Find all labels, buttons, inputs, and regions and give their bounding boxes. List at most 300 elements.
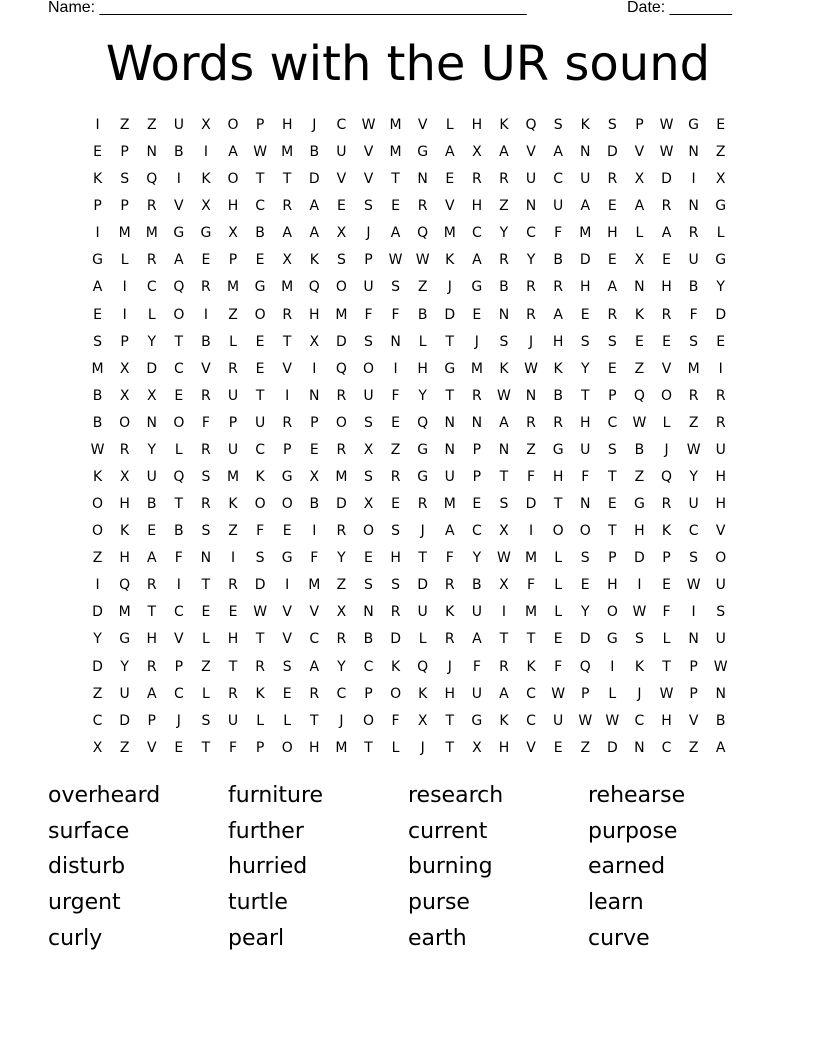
worksheet-header: [48, 0, 748, 20]
grid-letter: R: [146, 252, 157, 269]
grid-letter: F: [472, 658, 481, 675]
grid-letter: H: [471, 198, 483, 215]
grid-letter: I: [95, 577, 100, 594]
grid-letter: N: [525, 387, 537, 404]
grid-letter: X: [336, 604, 347, 621]
grid-letter: X: [363, 441, 374, 458]
grid-letter: U: [471, 685, 482, 702]
grid-letter: H: [417, 360, 428, 377]
grid-letter: N: [309, 387, 320, 404]
grid-letter: E: [364, 550, 373, 567]
grid-letter: X: [309, 333, 320, 350]
grid-letter: R: [688, 225, 699, 242]
grid-letter: M: [145, 225, 158, 242]
grid-letter: B: [92, 414, 103, 431]
grid-letter: E: [93, 144, 102, 161]
grid-letter: G: [92, 252, 103, 269]
grid-letter: L: [256, 712, 265, 729]
grid-letter: D: [92, 604, 103, 621]
grid-letter: S: [364, 198, 373, 215]
grid-letter: S: [580, 550, 590, 567]
grid-letter: U: [553, 198, 564, 215]
grid-letter: Y: [120, 658, 129, 675]
grid-letter: G: [688, 117, 700, 133]
grid-letter: V: [661, 360, 672, 377]
grid-letter: C: [255, 441, 265, 458]
grid-letter: Y: [716, 279, 725, 296]
grid-letter: L: [418, 631, 427, 648]
grid-letter: D: [444, 306, 456, 323]
grid-letter: P: [364, 685, 373, 702]
word-list-item: research: [408, 783, 504, 808]
grid-letter: J: [447, 279, 452, 296]
grid-letter: U: [471, 604, 482, 621]
grid-letter: Z: [688, 414, 699, 431]
grid-letter: P: [228, 252, 238, 269]
grid-letter: Q: [335, 360, 347, 377]
grid-letter: M: [443, 496, 456, 513]
grid-letter: T: [526, 631, 536, 648]
grid-letter: S: [607, 333, 617, 350]
grid-letter: N: [417, 171, 428, 188]
grid-letter: B: [146, 496, 157, 513]
grid-letter: G: [254, 279, 266, 296]
grid-letter: R: [336, 387, 347, 404]
grid-letter: A: [444, 523, 455, 540]
grid-letter: S: [391, 577, 401, 594]
grid-letter: R: [228, 577, 238, 594]
grid-letter: O: [227, 171, 239, 188]
grid-letter: C: [471, 225, 482, 242]
grid-letter: K: [634, 306, 645, 323]
grid-letter: G: [200, 225, 212, 242]
grid-letter: O: [552, 523, 564, 540]
grid-letter: C: [336, 685, 347, 702]
grid-letter: E: [662, 577, 671, 594]
grid-letter: E: [445, 171, 455, 188]
grid-letter: K: [120, 523, 130, 540]
grid-letter: T: [255, 387, 265, 404]
grid-letter: V: [526, 144, 536, 161]
grid-letter: B: [417, 306, 428, 323]
grid-letter: I: [122, 306, 127, 323]
grid-letter: N: [579, 144, 591, 161]
grid-letter: R: [146, 658, 157, 675]
grid-letter: G: [173, 225, 185, 242]
grid-letter: V: [336, 171, 347, 188]
grid-letter: B: [255, 225, 265, 242]
grid-letter: P: [608, 387, 617, 404]
grid-letter: S: [716, 604, 726, 621]
grid-letter: E: [716, 333, 726, 350]
grid-letter: C: [526, 712, 536, 729]
word-list-item: burning: [408, 854, 493, 880]
grid-letter: F: [256, 523, 265, 540]
grid-letter: G: [715, 252, 727, 269]
grid-letter: R: [526, 306, 536, 323]
grid-letter: U: [363, 387, 374, 404]
grid-letter: S: [607, 441, 617, 458]
grid-letter: H: [607, 577, 618, 594]
grid-letter: M: [91, 360, 104, 377]
grid-letter: Z: [499, 198, 509, 215]
word-list: [48, 778, 768, 956]
grid-letter: C: [309, 631, 320, 648]
grid-letter: K: [228, 496, 238, 513]
grid-letter: W: [713, 658, 728, 675]
grid-letter: S: [336, 252, 346, 269]
grid-letter: N: [498, 306, 510, 323]
grid-letter: R: [282, 306, 293, 323]
grid-letter: C: [92, 712, 103, 729]
grid-letter: G: [119, 631, 131, 648]
grid-letter: U: [715, 441, 726, 458]
grid-letter: L: [608, 685, 617, 702]
grid-letter: T: [608, 469, 617, 486]
grid-letter: R: [336, 523, 347, 540]
grid-letter: M: [335, 469, 348, 486]
grid-letter: H: [309, 739, 320, 756]
grid-letter: T: [255, 631, 265, 648]
grid-letter: A: [444, 144, 455, 161]
grid-letter: G: [444, 360, 456, 377]
letter-grid: [84, 112, 734, 762]
grid-letter: L: [554, 604, 563, 621]
grid-letter: S: [391, 523, 401, 540]
grid-letter: H: [552, 333, 564, 350]
grid-letter: O: [362, 360, 374, 377]
grid-letter: R: [336, 441, 347, 458]
grid-letter: W: [497, 550, 511, 567]
word-list-item: curve: [588, 925, 650, 951]
grid-letter: E: [391, 414, 400, 431]
grid-letter: D: [146, 360, 158, 377]
grid-letter: H: [119, 496, 130, 513]
grid-letter: T: [445, 387, 455, 404]
grid-letter: C: [471, 523, 482, 540]
grid-letter: M: [443, 225, 456, 242]
grid-letter: O: [362, 523, 374, 540]
grid-letter: O: [92, 523, 104, 540]
grid-letter: K: [526, 658, 536, 675]
grid-letter: N: [200, 550, 212, 567]
grid-letter: M: [525, 604, 538, 621]
grid-letter: C: [255, 198, 265, 215]
grid-letter: H: [444, 685, 456, 702]
grid-letter: D: [606, 144, 618, 161]
grid-letter: N: [715, 685, 726, 702]
grid-letter: E: [607, 360, 617, 377]
grid-letter: R: [553, 279, 563, 296]
grid-letter: M: [308, 577, 321, 594]
grid-letter: S: [580, 333, 590, 350]
grid-letter: N: [688, 198, 699, 215]
grid-letter: N: [634, 739, 645, 756]
grid-letter: R: [228, 685, 238, 702]
grid-letter: D: [661, 171, 672, 188]
grid-letter: T: [580, 387, 590, 404]
grid-letter: P: [689, 685, 698, 702]
grid-letter: G: [281, 469, 293, 486]
grid-letter: G: [471, 279, 483, 296]
grid-letter: A: [472, 631, 482, 648]
grid-letter: U: [119, 685, 130, 702]
grid-letter: O: [579, 523, 591, 540]
grid-letter: R: [526, 279, 536, 296]
grid-letter: P: [228, 414, 238, 431]
grid-letter: H: [309, 306, 320, 323]
grid-letter: F: [554, 658, 563, 675]
grid-letter: E: [255, 252, 265, 269]
grid-letter: B: [499, 279, 509, 296]
grid-letter: F: [364, 306, 373, 323]
grid-letter: Z: [228, 306, 238, 323]
grid-letter: W: [686, 441, 701, 458]
grid-letter: I: [203, 144, 208, 161]
grid-letter: R: [201, 387, 211, 404]
grid-letter: S: [689, 550, 699, 567]
grid-letter: J: [528, 333, 534, 350]
grid-letter: K: [390, 658, 401, 675]
grid-letter: V: [282, 604, 292, 621]
grid-letter: I: [285, 577, 290, 594]
grid-letter: H: [607, 225, 618, 242]
grid-letter: V: [688, 712, 699, 729]
grid-letter: G: [715, 198, 727, 215]
grid-letter: M: [687, 360, 700, 377]
grid-letter: K: [499, 712, 509, 729]
grid-letter: W: [686, 577, 701, 594]
grid-letter: M: [389, 144, 402, 161]
grid-letter: L: [445, 117, 454, 133]
grid-letter: N: [579, 496, 591, 513]
grid-letter: T: [201, 739, 211, 756]
grid-letter: U: [417, 604, 428, 621]
grid-letter: I: [203, 306, 208, 323]
grid-letter: L: [662, 414, 671, 431]
grid-letter: C: [526, 225, 536, 242]
grid-letter: K: [201, 171, 211, 188]
grid-letter: P: [255, 739, 265, 756]
grid-letter: R: [201, 441, 211, 458]
grid-letter: U: [688, 496, 699, 513]
grid-letter: U: [363, 279, 374, 296]
grid-letter: L: [120, 252, 129, 269]
grid-letter: B: [201, 333, 211, 350]
grid-letter: B: [174, 523, 184, 540]
grid-letter: Q: [417, 225, 429, 242]
grid-letter: N: [363, 604, 374, 621]
grid-letter: K: [634, 658, 645, 675]
grid-letter: L: [283, 712, 292, 729]
grid-letter: X: [634, 252, 645, 269]
grid-letter: M: [118, 225, 131, 242]
grid-letter: A: [228, 144, 238, 161]
grid-letter: U: [173, 117, 184, 133]
grid-letter: S: [201, 469, 211, 486]
grid-letter: K: [661, 523, 672, 540]
grid-letter: A: [634, 198, 645, 215]
grid-letter: X: [472, 739, 482, 756]
grid-letter: S: [499, 333, 509, 350]
grid-letter: H: [281, 117, 293, 133]
grid-letter: S: [553, 117, 563, 133]
grid-letter: H: [498, 739, 510, 756]
grid-letter: B: [309, 144, 320, 161]
grid-letter: W: [253, 144, 268, 161]
grid-letter: R: [607, 306, 618, 323]
grid-letter: E: [662, 333, 671, 350]
grid-letter: X: [201, 198, 211, 215]
grid-letter: I: [637, 577, 642, 594]
word-list-item: hurried: [228, 854, 308, 880]
grid-letter: T: [255, 171, 265, 188]
grid-letter: M: [118, 604, 131, 621]
grid-letter: P: [120, 333, 129, 350]
grid-letter: A: [174, 252, 184, 269]
grid-letter: Q: [525, 117, 537, 133]
grid-letter: U: [525, 171, 537, 188]
grid-letter: L: [554, 577, 563, 594]
grid-letter: F: [391, 712, 400, 729]
grid-letter: P: [120, 198, 129, 215]
grid-letter: X: [715, 171, 726, 188]
grid-letter: X: [92, 739, 103, 756]
grid-letter: G: [471, 712, 483, 729]
grid-letter: X: [309, 469, 320, 486]
grid-letter: G: [417, 144, 429, 161]
grid-letter: V: [634, 144, 645, 161]
grid-letter: R: [255, 658, 265, 675]
grid-letter: R: [661, 306, 672, 323]
grid-letter: B: [174, 144, 184, 161]
grid-letter: E: [580, 306, 590, 323]
grid-letter: T: [499, 469, 509, 486]
grid-letter: R: [661, 198, 672, 215]
grid-letter: U: [336, 144, 347, 161]
grid-letter: H: [146, 631, 157, 648]
grid-letter: R: [444, 631, 455, 648]
grid-letter: Z: [201, 658, 211, 675]
grid-letter: R: [201, 496, 211, 513]
grid-letter: F: [228, 739, 238, 756]
grid-letter: O: [173, 414, 185, 431]
grid-letter: N: [146, 414, 157, 431]
grid-letter: N: [146, 144, 157, 161]
grid-letter: B: [688, 279, 699, 296]
grid-letter: D: [390, 631, 401, 648]
grid-letter: T: [662, 658, 671, 675]
grid-letter: H: [715, 496, 726, 513]
grid-letter: H: [227, 198, 239, 215]
grid-letter: Y: [580, 604, 590, 621]
grid-letter: E: [309, 441, 319, 458]
word-list-item: learn: [588, 890, 644, 916]
grid-letter: E: [147, 523, 157, 540]
grid-letter: Y: [93, 631, 102, 648]
grid-letter: F: [391, 306, 400, 323]
grid-letter: Y: [337, 550, 346, 567]
grid-letter: R: [499, 658, 509, 675]
grid-letter: X: [119, 387, 130, 404]
grid-letter: V: [444, 198, 455, 215]
grid-letter: O: [661, 387, 673, 404]
grid-letter: Z: [119, 117, 130, 133]
grid-letter: U: [715, 577, 726, 594]
word-list-item: curly: [48, 925, 103, 951]
grid-letter: E: [201, 604, 211, 621]
grid-letter: R: [390, 469, 401, 486]
grid-letter: B: [715, 712, 726, 729]
grid-letter: V: [174, 631, 184, 648]
grid-letter: E: [255, 360, 265, 377]
grid-letter: R: [282, 414, 293, 431]
grid-letter: E: [607, 198, 617, 215]
grid-letter: T: [608, 523, 617, 540]
grid-letter: D: [336, 496, 347, 513]
word-list-item: further: [228, 818, 304, 844]
grid-letter: C: [173, 685, 184, 702]
grid-letter: S: [93, 333, 102, 350]
grid-letter: Q: [633, 387, 645, 404]
grid-letter: S: [282, 658, 292, 675]
grid-letter: G: [417, 441, 429, 458]
grid-letter: J: [366, 225, 371, 242]
grid-letter: F: [527, 469, 536, 486]
grid-letter: Q: [417, 414, 429, 431]
grid-letter: D: [606, 739, 618, 756]
grid-letter: D: [119, 712, 131, 729]
grid-letter: I: [176, 171, 181, 188]
grid-letter: M: [335, 739, 348, 756]
grid-letter: Z: [634, 469, 645, 486]
grid-letter: I: [691, 604, 696, 621]
grid-letter: Y: [337, 658, 346, 675]
grid-letter: D: [308, 171, 320, 188]
grid-letter: T: [282, 333, 292, 350]
grid-letter: S: [499, 496, 509, 513]
grid-letter: U: [146, 469, 157, 486]
grid-letter: O: [362, 712, 374, 729]
grid-letter: O: [92, 496, 104, 513]
grid-letter: Z: [634, 360, 645, 377]
grid-letter: E: [391, 496, 400, 513]
grid-letter: T: [147, 604, 157, 621]
word-list-item: purpose: [588, 818, 678, 844]
grid-letter: P: [662, 550, 671, 567]
grid-letter: K: [92, 469, 103, 486]
grid-letter: N: [498, 441, 510, 458]
grid-letter: U: [444, 469, 455, 486]
grid-letter: I: [95, 117, 100, 133]
grid-letter: I: [528, 523, 534, 540]
grid-letter: W: [524, 360, 538, 377]
grid-letter: H: [552, 469, 564, 486]
grid-letter: H: [661, 279, 672, 296]
grid-letter: W: [632, 414, 647, 431]
grid-letter: P: [472, 469, 482, 486]
grid-letter: F: [310, 550, 319, 567]
grid-letter: W: [90, 441, 105, 458]
name-line: Name: ________________________________________________: [48, 0, 527, 16]
grid-letter: O: [606, 604, 618, 621]
grid-letter: P: [93, 198, 102, 215]
grid-letter: Z: [146, 117, 157, 133]
grid-letter: M: [579, 225, 592, 242]
grid-letter: H: [119, 550, 130, 567]
grid-letter: D: [254, 577, 266, 594]
grid-letter: P: [255, 117, 265, 133]
